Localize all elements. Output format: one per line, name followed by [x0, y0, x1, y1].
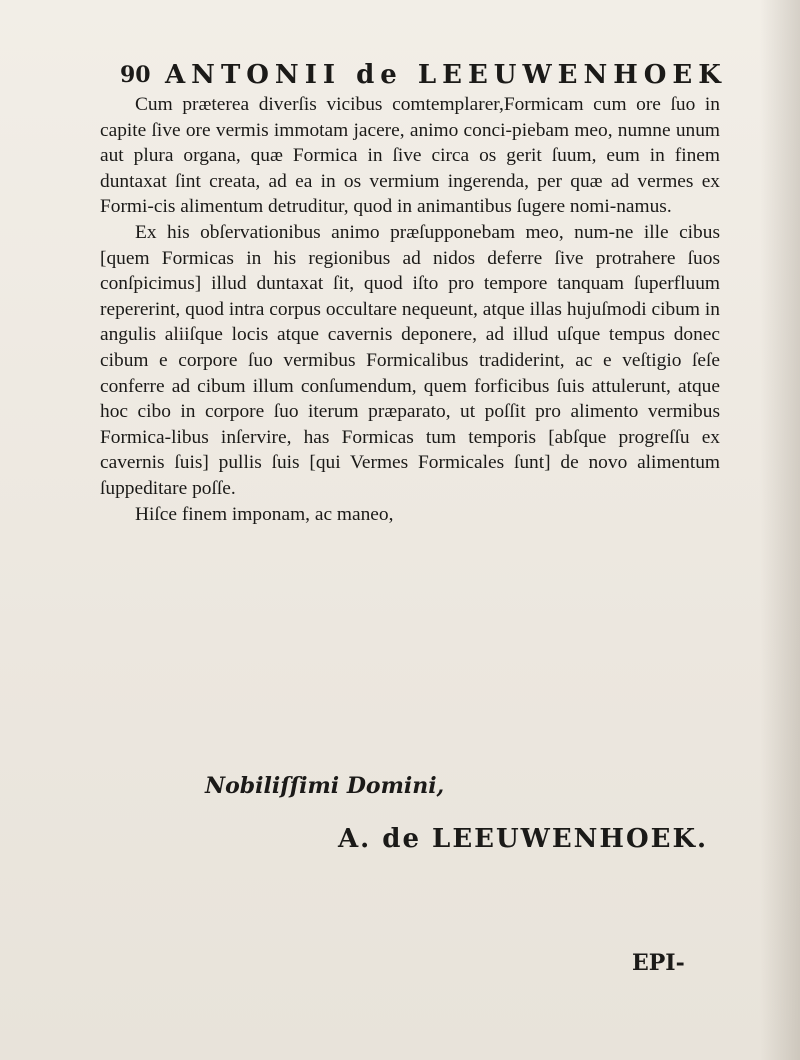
catchword: EPI-	[632, 950, 685, 976]
salutation: Nobiliſſimi Domini,	[205, 773, 445, 799]
paragraph-1: Cum præterea diverſis vicibus comtemplarer,Formicam cum ore ſuo in capite ſive ore vermis immotam jacere, animo conci-piebam meo, numne unum aut plura organa, quæ Formica in ſive circa os gerit ſuum, eum in finem duntaxat ſint creata, ad ea in os vermium ingerenda, per quæ ad vermes ex Formi-cis alimentum detruditur, quod in animantibus ſugere nomi-namus.	[100, 94, 720, 218]
page-edge-shadow	[760, 0, 800, 1060]
paragraph-2: Ex his obſervationibus animo præſupponebam meo, num-ne ille cibus [quem Formicas in his regionibus ad nidos deferre ſive protrahere ſuos conſpicimus] illud duntaxat ſit, quod iſto pro tempore tanquam ſuperfluum repererint, quod intra corpus occultare nequeunt, atque illas hujuſmodi cibum in angulis aliiſque locis atque cavernis deponere, ad illud uſque tempus donec cibum e corpore ſuo vermibus Formicalibus tradiderint, ac e veſtigio ſeſe conferre ad cibum illum conſumendum, quem forficibus ſuis attulerunt, atque hoc cibo in corpore ſuo iterum præparato, ut poſſit pro alimento vermibus Formica-libus inſervire, has Formicas tum temporis [abſque progreſſu ex cavernis ſuis] pullis ſuis [qui Vermes Formicales ſunt] de novo alimentum ſuppeditare poſſe.	[100, 221, 720, 499]
page-header	[120, 60, 727, 92]
paragraph-3: Hiſce finem imponam, ac maneo,	[135, 503, 394, 525]
signature: A. de LEEUWENHOEK.	[338, 824, 709, 854]
body-text	[100, 92, 720, 527]
running-title: ANTONII de LEEUWENHOEK	[165, 60, 727, 90]
page-number: 90	[120, 62, 151, 88]
